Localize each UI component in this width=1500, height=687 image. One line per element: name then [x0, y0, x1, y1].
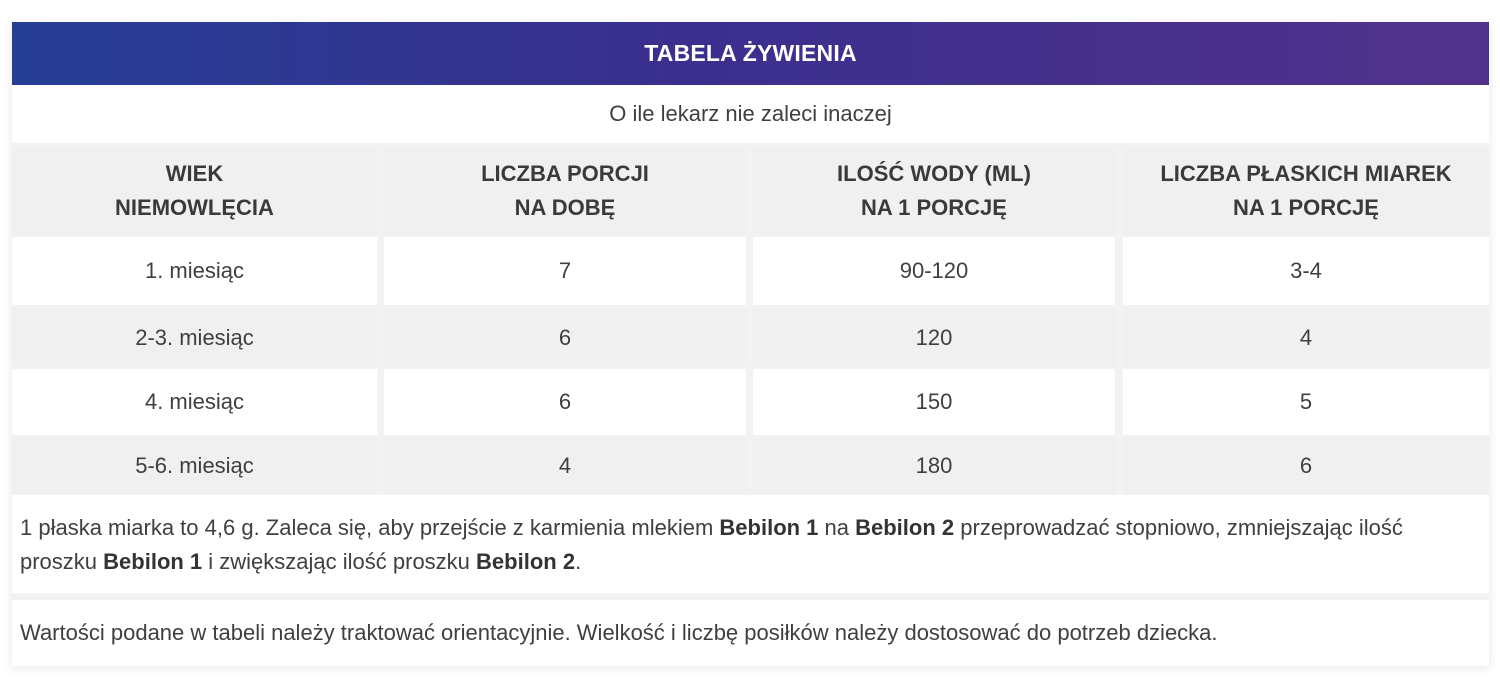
- scoop-note: [12, 495, 1489, 593]
- cell-age: 4. miesiąc: [12, 369, 377, 435]
- table-row: [12, 308, 1489, 367]
- disclaimer-note: [12, 600, 1489, 666]
- cell-scoops: 5: [1123, 369, 1489, 435]
- cell-scoops: 4: [1123, 308, 1489, 367]
- cell-water: 180: [753, 437, 1115, 494]
- feeding-table-card: [12, 22, 1489, 666]
- note-text: .: [575, 549, 582, 574]
- cell-portions: 7: [384, 237, 746, 305]
- cell-water: 90-120: [753, 237, 1115, 305]
- cell-age: 2-3. miesiąc: [12, 308, 377, 367]
- product-name: Bebilon 2: [476, 549, 576, 574]
- product-name: Bebilon 2: [855, 515, 955, 540]
- cell-water: 120: [753, 308, 1115, 367]
- cell-water: 150: [753, 369, 1115, 435]
- header-portions: LICZBA PORCJI NA DOBĘ: [384, 147, 746, 235]
- table-title: TABELA ŻYWIENIA: [12, 22, 1489, 85]
- table-subtitle: O ile lekarz nie zaleci inaczej: [12, 85, 1489, 143]
- note-text: przeprowadzać stopniowo, zmniejszając ilość proszku: [20, 515, 1403, 574]
- disclaimer-text: Wartości podane w tabeli należy traktować orientacyjnie. Wielkość i liczbę posiłków należy dostosować do potrzeb dziecka.: [20, 620, 1218, 645]
- cell-age: 1. miesiąc: [12, 237, 377, 305]
- table-row: [12, 237, 1489, 305]
- product-name: Bebilon 1: [103, 549, 203, 574]
- cell-portions: 6: [384, 369, 746, 435]
- table-header-row: [12, 147, 1489, 235]
- note-text: i zwiększając ilość proszku: [202, 549, 477, 574]
- cell-portions: 6: [384, 308, 746, 367]
- header-age: WIEK NIEMOWLĘCIA: [12, 147, 377, 235]
- product-name: Bebilon 1: [719, 515, 819, 540]
- cell-scoops: 3-4: [1123, 237, 1489, 305]
- header-scoops: LICZBA PŁASKICH MIAREK NA 1 PORCJĘ: [1123, 147, 1489, 235]
- table-row: [12, 369, 1489, 435]
- cell-age: 5-6. miesiąc: [12, 437, 377, 494]
- cell-portions: 4: [384, 437, 746, 494]
- note-text: na: [818, 515, 856, 540]
- note-text: 1 płaska miarka to 4,6 g. Zaleca się, aby przejście z karmienia mlekiem: [20, 515, 720, 540]
- cell-scoops: 6: [1123, 437, 1489, 494]
- header-water: ILOŚĆ WODY (ML) NA 1 PORCJĘ: [753, 147, 1115, 235]
- table-row: [12, 437, 1489, 494]
